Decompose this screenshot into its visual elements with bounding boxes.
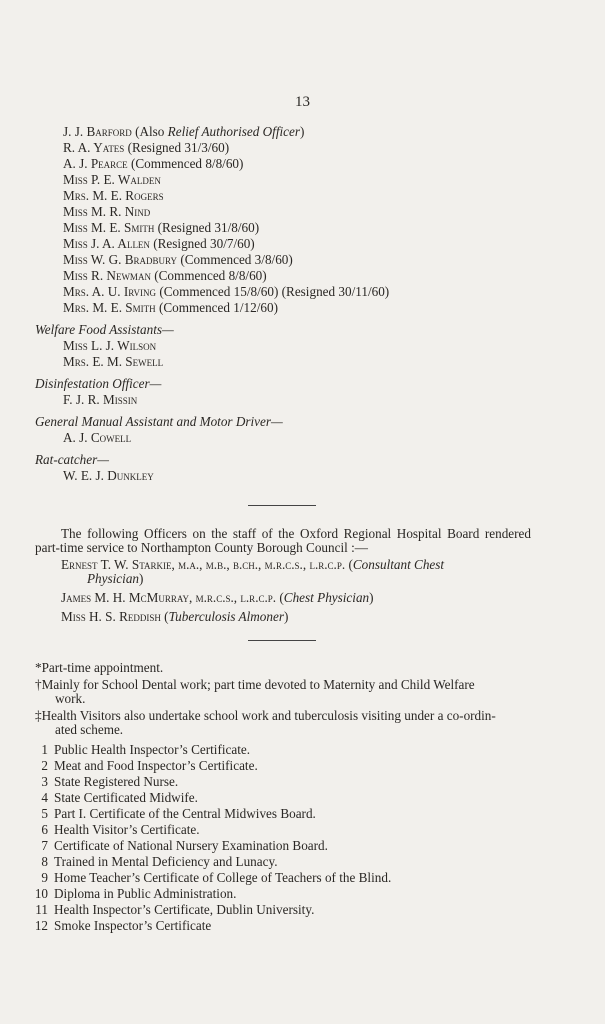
- officer-name: Ernest T. W. Starkie, m.a., m.b., b.ch., m.r.c.s., l.r.c.p.: [61, 557, 346, 572]
- qualification-item: [30, 918, 391, 934]
- qualification-item: [30, 790, 391, 806]
- qualification-number: 7: [41, 838, 48, 853]
- section-item: W. E. J. Dunkley: [63, 468, 154, 483]
- qualification-text: Home Teacher’s Certificate of College of Teachers of the Blind.: [54, 870, 392, 885]
- staff-name: Mrs. M. E. Rogers: [63, 188, 164, 203]
- staff-note: (Also: [131, 124, 168, 139]
- qualification-number: 5: [41, 806, 48, 821]
- qualification-number: 8: [41, 854, 48, 869]
- staff-entry: [63, 124, 535, 140]
- staff-note: (Commenced 15/8/60) (Resigned 30/11/60): [156, 284, 390, 299]
- section-item: F. J. R. Missin: [63, 392, 138, 407]
- officer-entry: [61, 558, 531, 586]
- officer-role-close: ): [283, 609, 289, 624]
- staff-entry: [63, 220, 535, 236]
- footnote: [35, 709, 531, 737]
- qualification-item: [30, 870, 391, 886]
- qualification-text: State Registered Nurse.: [54, 774, 179, 789]
- staff-name: Miss W. G. Bradbury: [63, 252, 178, 267]
- footnote-cont: work.: [55, 691, 86, 706]
- section-rat-catcher: [35, 452, 535, 484]
- officer-entry: [61, 591, 531, 605]
- footnotes: [35, 661, 531, 740]
- footnote-text: †Mainly for School Dental work; part time devoted to Maternity and Child Welfare: [35, 677, 475, 692]
- divider-rule: [248, 640, 316, 641]
- qualification-number: 12: [34, 918, 48, 933]
- staff-listing: [35, 124, 535, 484]
- officer-role-open: (: [345, 557, 353, 572]
- staff-entry: [63, 236, 535, 252]
- qualification-number: 4: [41, 790, 48, 805]
- officer-role-close: ): [369, 590, 374, 605]
- section-title: Welfare Food Assistants—: [35, 322, 174, 337]
- section-item: Mrs. E. M. Sewell: [63, 354, 164, 369]
- qualification-number: 10: [34, 886, 48, 901]
- staff-name: Miss J. A. Allen: [63, 236, 150, 251]
- officer-role: Chest Physician: [283, 590, 370, 605]
- staff-note-close: ): [300, 124, 305, 139]
- staff-note: (Commenced 3/8/60): [177, 252, 293, 267]
- footnote: [35, 678, 531, 706]
- qualification-text: Part I. Certificate of the Central Midwives Board.: [54, 806, 316, 821]
- officer-role-close: ): [139, 571, 144, 586]
- qualification-item: [30, 758, 391, 774]
- qualification-item: [30, 838, 391, 854]
- staff-note: (Resigned 31/8/60): [154, 220, 260, 235]
- footnote: [35, 661, 531, 675]
- staff-note: (Commenced 8/8/60): [127, 156, 244, 171]
- qualification-text: Public Health Inspector’s Certificate.: [54, 742, 251, 757]
- qualification-number: 3: [41, 774, 48, 789]
- qualification-text: State Certificated Midwife.: [54, 790, 198, 805]
- section-disinfestation: [35, 376, 535, 408]
- footnote-text: ‡Health Visitors also undertake school work and tuberculosis visiting under a co-ordin-: [35, 708, 496, 723]
- qualification-item: [30, 902, 391, 918]
- qualification-text: Health Inspector’s Certificate, Dublin University.: [54, 902, 315, 917]
- qualification-text: Certificate of National Nursery Examination Board.: [54, 838, 328, 853]
- qualifications-list: [30, 742, 391, 934]
- qualification-item: [30, 886, 391, 902]
- section-manual-assistant: [35, 414, 535, 446]
- staff-name: A. J. Pearce: [63, 156, 128, 171]
- staff-note: (Resigned 31/3/60): [124, 140, 230, 155]
- qualification-text: Diploma in Public Administration.: [54, 886, 237, 901]
- staff-entry: [63, 204, 535, 220]
- qualification-text: Meat and Food Inspector’s Certificate.: [54, 758, 258, 773]
- staff-note-italic: Relief Authorised Officer: [167, 124, 301, 139]
- qualification-text: Smoke Inspector’s Certificate: [54, 918, 212, 933]
- qualification-number: 9: [41, 870, 48, 885]
- section-title: Rat-catcher—: [35, 452, 109, 467]
- qualification-number: 11: [35, 902, 48, 917]
- officer-role-cont: [61, 572, 531, 586]
- staff-entry: [63, 268, 535, 284]
- section-item: Miss L. J. Wilson: [63, 338, 157, 353]
- section-title: Disinfestation Officer—: [35, 376, 162, 391]
- regional-paragraph: The following Officers on the staff of the Oxford Regional Hospital Board rendered part-time service to Northampton County Borough Council :—: [35, 526, 531, 555]
- qualification-number: 2: [41, 758, 48, 773]
- staff-name: Mrs. M. E. Smith: [63, 300, 156, 315]
- staff-entry: [63, 140, 535, 156]
- staff-entry: [63, 252, 535, 268]
- qualification-item: [30, 806, 391, 822]
- staff-list: [63, 124, 535, 316]
- qualification-item: [30, 854, 391, 870]
- officer-role-open: (: [160, 609, 169, 624]
- qualification-item: [30, 742, 391, 758]
- officer-name: Miss H. S. Reddish: [61, 609, 161, 624]
- footnote-cont: ated scheme.: [55, 722, 124, 737]
- officer-role: Consultant Chest: [352, 557, 445, 572]
- staff-name: Miss P. E. Walden: [63, 172, 161, 187]
- officer-entry: [61, 610, 531, 624]
- staff-note: (Commenced 8/8/60): [150, 268, 267, 283]
- staff-entry: [63, 172, 535, 188]
- qualification-number: 6: [41, 822, 48, 837]
- officer-role: Tuberculosis Almoner: [168, 609, 284, 624]
- officer-role-open: (: [276, 590, 284, 605]
- staff-name: J. J. Barford: [63, 124, 132, 139]
- staff-note: (Commenced 1/12/60): [155, 300, 278, 315]
- divider-rule: [248, 505, 316, 506]
- qualification-item: [30, 822, 391, 838]
- section-title: General Manual Assistant and Motor Driver—: [35, 414, 283, 429]
- qualification-number: 1: [41, 742, 48, 757]
- staff-entry: [63, 284, 535, 300]
- staff-name: Mrs. A. U. Irving: [63, 284, 157, 299]
- regional-officers: [61, 558, 531, 629]
- section-item: A. J. Cowell: [63, 430, 132, 445]
- qualification-text: Trained in Mental Deficiency and Lunacy.: [54, 854, 278, 869]
- qualification-text: Health Visitor’s Certificate.: [54, 822, 200, 837]
- section-welfare-food: [35, 322, 535, 370]
- qualification-item: [30, 774, 391, 790]
- page-number: 13: [295, 94, 310, 110]
- officer-role-cont-text: Physician: [87, 571, 140, 586]
- staff-name: Miss R. Newman: [63, 268, 151, 283]
- staff-note: (Resigned 30/7/60): [149, 236, 255, 251]
- staff-entry: [63, 188, 535, 204]
- staff-name: Miss M. E. Smith: [63, 220, 155, 235]
- staff-entry: [63, 300, 535, 316]
- staff-name: Miss M. R. Nind: [63, 204, 151, 219]
- footnote-text: *Part-time appointment.: [35, 660, 164, 675]
- staff-name: R. A. Yates: [63, 140, 125, 155]
- officer-name: James M. H. McMurray, m.r.c.s., l.r.c.p.: [61, 590, 277, 605]
- staff-entry: [63, 156, 535, 172]
